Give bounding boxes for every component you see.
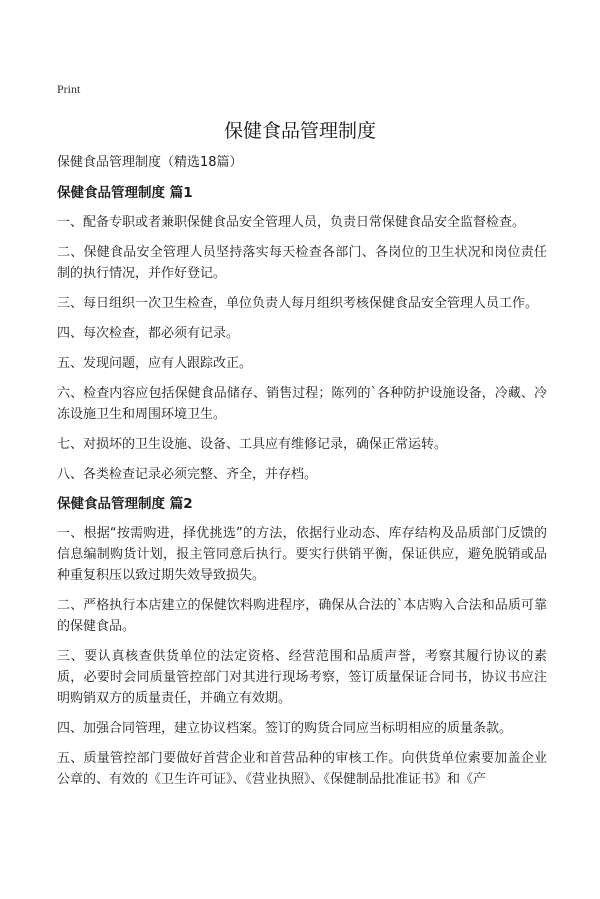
document-body [57, 152, 547, 799]
paragraph: 二、保健食品安全管理人员坚持落实每天检查各部门、各岗位的卫生状况和岗位责任制的执行情况，并作好登记。 [57, 245, 547, 281]
section-2 [57, 494, 547, 790]
paragraph: 二、严格执行本店建立的保健饮料购进程序，确保从合法的`本店购入合法和品质可靠的保健食品。 [57, 598, 547, 634]
paragraph: 一、配备专职或者兼职保健食品安全管理人员，负责日常保健食品安全监督检查。 [57, 215, 526, 230]
document-title: 保健食品管理制度 [223, 120, 376, 142]
paragraph: 八、各类检查记录必须完整、齐全，并存档。 [57, 467, 318, 482]
paragraph: 六、检查内容应包括保健食品储存、销售过程；陈列的`各种防护设施设备，冷藏、冷冻设施卫生和周围环境卫生。 [57, 386, 547, 422]
paragraph: 五、发现问题，应有人跟踪改正。 [57, 356, 253, 371]
paragraph: 四、加强合同管理，建立协议档案。签订的购货合同应当标明相应的质量条款。 [57, 721, 513, 736]
paragraph: 一、根据“按需购进，择优挑选”的方法，依据行业动态、库存结构及品质部门反馈的信息编制购货计划，报主管同意后执行。要实行供销平衡，保证供应，避免脱销或品种重复积压以致过期失效导致损失。 [57, 526, 547, 583]
section-heading: 保健食品管理制度 篇2 [57, 496, 193, 512]
section-heading: 保健食品管理制度 篇1 [57, 185, 193, 201]
document-subtitle: 保健食品管理制度（精选18篇） [57, 155, 243, 170]
print-label: Print [57, 82, 81, 96]
paragraph: 七、对损坏的卫生设施、设备、工具应有维修记录，确保正常运转。 [57, 437, 448, 452]
paragraph: 三、每日组织一次卫生检查，单位负责人每月组织考核保健食品安全管理人员工作。 [57, 296, 539, 311]
section-1 [57, 183, 547, 485]
paragraph: 五、质量管控部门要做好首营企业和首营品种的审核工作。向供货单位索要加盖企业公章的、有效的《卫生许可证》、《营业执照》、《保健制品批准证书》和《产 [57, 751, 547, 787]
paragraph: 三、要认真核查供货单位的法定资格、经营范围和品质声誉，考察其履行协议的素质，必要时会同质量管控部门对其进行现场考察，签订质量保证合同书，协议书应注明购销双方的质量责任，并确立有效期。 [57, 649, 547, 706]
paragraph: 四、每次检查，都必须有记录。 [57, 326, 240, 341]
